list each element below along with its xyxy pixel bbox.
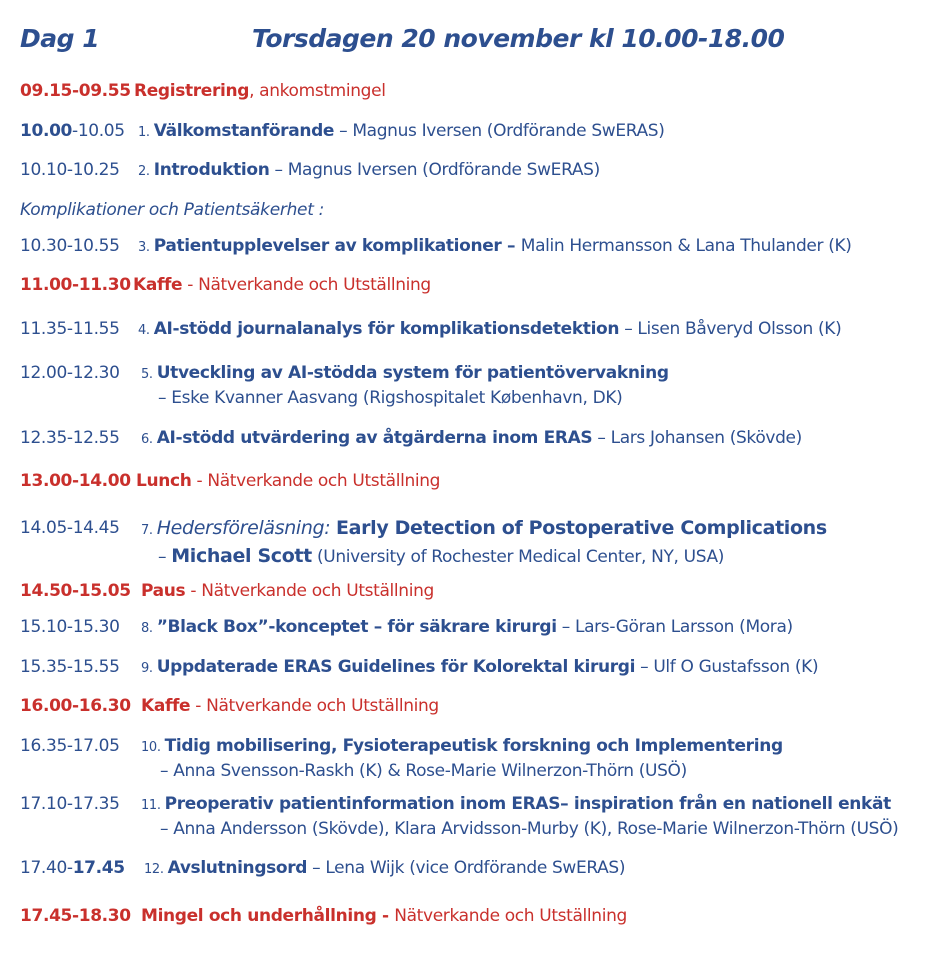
time-range: 13.00-14.00	[20, 471, 131, 491]
item-number: 8.	[141, 621, 153, 636]
entry-title: Uppdaterade ERAS Guidelines för Kolorektal kirurgi	[156, 657, 636, 677]
time-range: 10.30-10.55	[20, 236, 120, 256]
entry-speaker: Magnus Iversen (Ordförande SwERAS)	[352, 121, 665, 141]
time-range: 11.35-11.55	[20, 319, 120, 339]
time-start: 17.40-	[20, 858, 73, 878]
entry-description: Nätverkande och Utställning	[198, 275, 431, 295]
entry-title: Registrering	[134, 81, 250, 101]
entry-speaker: – Anna Svensson-Raskh (K) & Rose-Marie Wilnerzon-Thörn (USÖ)	[160, 761, 687, 781]
entry-separator: –	[592, 428, 611, 448]
item-number: 12.	[144, 862, 164, 877]
entry-title: Patientupplevelser av komplikationer	[153, 236, 502, 256]
time-range	[20, 856, 125, 880]
entry-speaker: Lars Johansen (Skövde)	[610, 428, 802, 448]
speaker-affiliation: (University of Rochester Medical Center, NY, USA)	[311, 547, 725, 567]
section-heading: Komplikationer och Patientsäkerhet :	[20, 200, 325, 220]
agenda-entry	[141, 516, 827, 543]
time-range: 11.00-11.30	[20, 275, 131, 295]
item-number: 5.	[141, 367, 153, 382]
entry-title: Tidig mobilisering, Fysioterapeutisk forskning och Implementering	[164, 736, 783, 756]
entry-title: ”Black Box”-konceptet – för säkrare kirurgi	[156, 617, 557, 637]
entry-separator: –	[334, 121, 353, 141]
entry-separator: -	[191, 471, 208, 491]
time-range: 15.10-15.30	[20, 617, 120, 637]
entry-separator: –	[619, 319, 638, 339]
entry-title: Introduktion	[153, 160, 270, 180]
agenda-entry	[141, 904, 627, 928]
entry-description: Nätverkande och Utställning	[201, 581, 434, 601]
time-range: 12.00-12.30	[20, 363, 120, 383]
entry-title: Early Detection of Postoperative Complications	[336, 517, 827, 539]
entry-title: Utveckling av AI-stödda system för patientövervakning	[156, 363, 669, 383]
page-title: Torsdagen 20 november kl 10.00-18.00	[252, 24, 785, 53]
agenda-entry	[144, 856, 625, 882]
agenda-entry	[141, 579, 434, 603]
agenda-entry	[141, 615, 793, 641]
entry-separator: -	[185, 581, 202, 601]
time-range: 12.35-12.55	[20, 428, 120, 448]
entry-lead: Hedersföreläsning:	[156, 517, 331, 539]
time-range: 09.15-09.55	[20, 81, 131, 101]
agenda-entry	[141, 361, 669, 387]
time-range: 10.10-10.25	[20, 160, 120, 180]
agenda-entry	[141, 734, 783, 760]
item-number: 3.	[138, 240, 150, 255]
entry-speaker: Magnus Iversen (Ordförande SwERAS)	[287, 160, 600, 180]
item-number: 2.	[138, 164, 150, 179]
item-number: 6.	[141, 432, 153, 447]
entry-separator: –	[635, 657, 654, 677]
page-header	[20, 24, 920, 60]
agenda-row-11	[20, 792, 925, 844]
entry-separator: –	[269, 160, 288, 180]
time-end: 17.45	[72, 858, 125, 878]
agenda-row-5	[20, 361, 925, 413]
entry-title: Lunch	[136, 471, 192, 491]
speaker-dash: –	[158, 547, 172, 567]
entry-speaker: Lars-Göran Larsson (Mora)	[574, 617, 793, 637]
entry-title: Paus	[141, 581, 186, 601]
agenda-row-7-keynote	[20, 516, 925, 570]
entry-title: Kaffe	[133, 275, 183, 295]
agenda-row-10	[20, 734, 925, 786]
entry-title: AI-stödd journalanalys för komplikationsdetektion	[153, 319, 620, 339]
entry-separator: –	[556, 617, 575, 637]
entry-speaker: – Anna Andersson (Skövde), Klara Arvidsson-Murby (K), Rose-Marie Wilnerzon-Thörn (USÖ)	[160, 819, 899, 839]
time-range: 16.35-17.05	[20, 736, 120, 756]
agenda-entry	[136, 469, 440, 493]
entry-title: Preoperativ patientinformation inom ERAS– inspiration från en nationell enkät	[164, 794, 891, 814]
entry-separator: ,	[249, 81, 255, 101]
day-label: Dag 1	[20, 24, 100, 53]
item-number: 7.	[141, 523, 153, 538]
item-number: 9.	[141, 661, 153, 676]
entry-title: AI-stödd utvärdering av åtgärderna inom ERAS	[156, 428, 593, 448]
time-range: 17.45-18.30	[20, 906, 131, 926]
entry-speaker	[158, 544, 724, 569]
time-end: -10.05	[72, 121, 125, 141]
entry-speaker: Ulf O Gustafsson (K)	[653, 657, 819, 677]
time-range: 15.35-15.55	[20, 657, 120, 677]
entry-title: Kaffe	[141, 696, 191, 716]
agenda-entry	[141, 694, 439, 718]
item-number: 1.	[138, 125, 150, 140]
item-number: 4.	[138, 323, 150, 338]
agenda-entry	[138, 119, 665, 145]
agenda-entry	[138, 158, 600, 184]
item-number: 11.	[141, 798, 161, 813]
agenda-entry	[134, 79, 386, 103]
agenda-entry	[141, 792, 891, 818]
agenda-entry	[141, 426, 802, 452]
entry-speaker: Malin Hermansson & Lana Thulander (K)	[520, 236, 852, 256]
entry-description: Nätverkande och Utställning	[394, 906, 627, 926]
agenda-entry	[141, 655, 818, 681]
entry-separator: -	[182, 275, 199, 295]
item-number: 10.	[141, 740, 161, 755]
entry-speaker: Lisen Båveryd Olsson (K)	[637, 319, 842, 339]
agenda-entry	[138, 234, 852, 260]
entry-speaker: – Eske Kvanner Aasvang (Rigshospitalet København, DK)	[158, 388, 623, 408]
entry-description: Nätverkande och Utställning	[206, 696, 439, 716]
time-range: 16.00-16.30	[20, 696, 131, 716]
entry-speaker: Lena Wijk (vice Ordförande SwERAS)	[325, 858, 626, 878]
entry-description: ankomstmingel	[254, 81, 386, 101]
entry-title: Mingel och underhållning	[141, 906, 377, 926]
time-range: 14.05-14.45	[20, 518, 120, 538]
entry-separator: -	[190, 696, 207, 716]
time-range	[20, 119, 125, 143]
entry-title: Avslutningsord	[167, 858, 308, 878]
time-start: 10.00	[20, 121, 73, 141]
entry-title: Välkomstanförande	[153, 121, 335, 141]
entry-separator: –	[307, 858, 326, 878]
speaker-name: Michael Scott	[171, 545, 312, 567]
agenda-entry	[133, 273, 431, 297]
time-range: 14.50-15.05	[20, 581, 131, 601]
entry-description: Nätverkande och Utställning	[207, 471, 441, 491]
entry-separator: –	[501, 236, 521, 256]
agenda-entry	[138, 317, 841, 343]
time-range: 17.10-17.35	[20, 794, 120, 814]
entry-separator: -	[376, 906, 395, 926]
